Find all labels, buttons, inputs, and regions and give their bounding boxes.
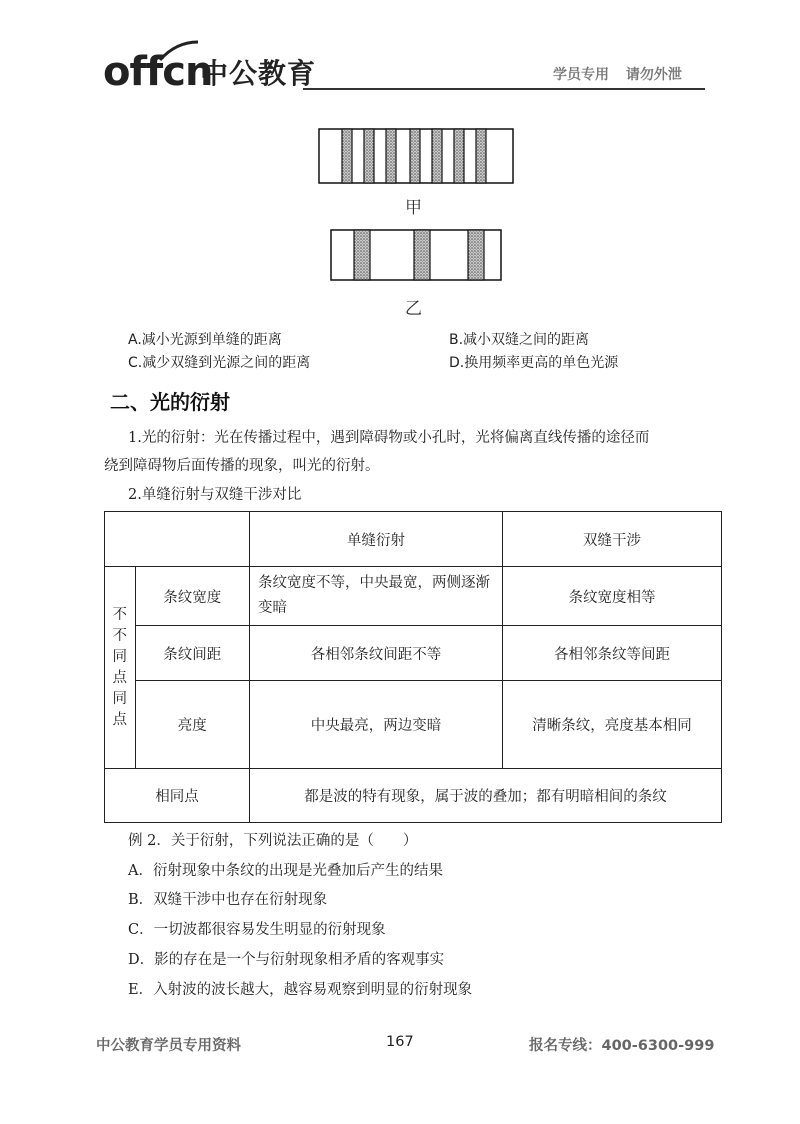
table-row [105,681,722,769]
row-single-spacing: 各相邻条纹间距不等 [250,626,503,681]
figure-label-jia: 甲 [405,198,422,218]
comparison-table [104,511,722,823]
figure-label-yi: 乙 [405,299,422,319]
paragraph-comparison: 2.单缝衍射与双缝干涉对比 [128,487,302,503]
logo-swoosh-icon [158,40,200,62]
question2-stem: 例 2．关于衍射，下列说法正确的是（ ） [128,833,418,849]
header-notice: 学员专用 请勿外泄 [553,67,682,83]
row-single-width: 条纹宽度不等，中央最宽，两侧逐渐变暗 [250,567,503,626]
question2-option-e: E．入射波的波长越大，越容易观察到明显的衍射现象 [128,982,473,998]
footer-left: 中公教育学员专用资料 [96,1038,241,1054]
footer-hotline: 报名专线：400-6300-999 [529,1038,715,1054]
option-d: D.换用频率更高的单色光源 [449,355,619,371]
table-row [105,769,722,823]
question2-option-a: A．衍射现象中条纹的出现是光叠加后产生的结果 [128,863,443,879]
logo-text-cn: 中公教育 [200,57,317,90]
header-double-slit: 双缝干涉 [503,512,722,567]
table-row [105,567,722,626]
page-number: 167 [386,1034,414,1050]
fringe-pattern-jia [318,128,514,184]
paragraph-diffraction-line2: 绕到障碍物后面传播的现象，叫光的衍射。 [104,458,380,474]
option-b: B.减小双缝之间的距离 [449,332,590,348]
header-divider [303,88,705,90]
question2-option-c: C．一切波都很容易发生明显的衍射现象 [128,922,386,938]
row-attr-brightness: 亮度 [135,681,249,769]
row-double-spacing: 各相邻条纹等间距 [503,626,722,681]
row-double-brightness: 清晰条纹，亮度基本相同 [503,681,722,769]
header-single-slit: 单缝衍射 [250,512,503,567]
diff-label [105,567,136,769]
table-row [105,626,722,681]
fringe-pattern-yi [330,229,502,281]
row-attr-spacing: 条纹间距 [135,626,249,681]
paragraph-diffraction-line1: 1.光的衍射：光在传播过程中，遇到障碍物或小孔时，光将偏离直线传播的途径而 [128,430,650,446]
same-label: 相同点 [105,769,250,823]
row-single-brightness: 中央最亮，两边变暗 [250,681,503,769]
same-text: 都是波的特有现象，属于波的叠加；都有明暗相间的条纹 [250,769,722,823]
logo-offcn: offcn [103,49,213,95]
question2-option-d: D．影的存在是一个与衍射现象相矛盾的客观事实 [128,952,445,968]
option-a: A.减小光源到单缝的距离 [128,332,282,348]
table-header-row [105,512,722,567]
option-c: C.减少双缝到光源之间的距离 [128,355,311,371]
row-attr-width: 条纹宽度 [135,567,249,626]
row-double-width: 条纹宽度相等 [503,567,722,626]
diff-label-text: 不 不 同 点 同 点 [112,606,128,728]
question2-option-b: B．双缝干涉中也存在衍射现象 [128,892,328,908]
section-title: 二、光的衍射 [110,390,230,414]
table-corner-cell [105,512,250,567]
